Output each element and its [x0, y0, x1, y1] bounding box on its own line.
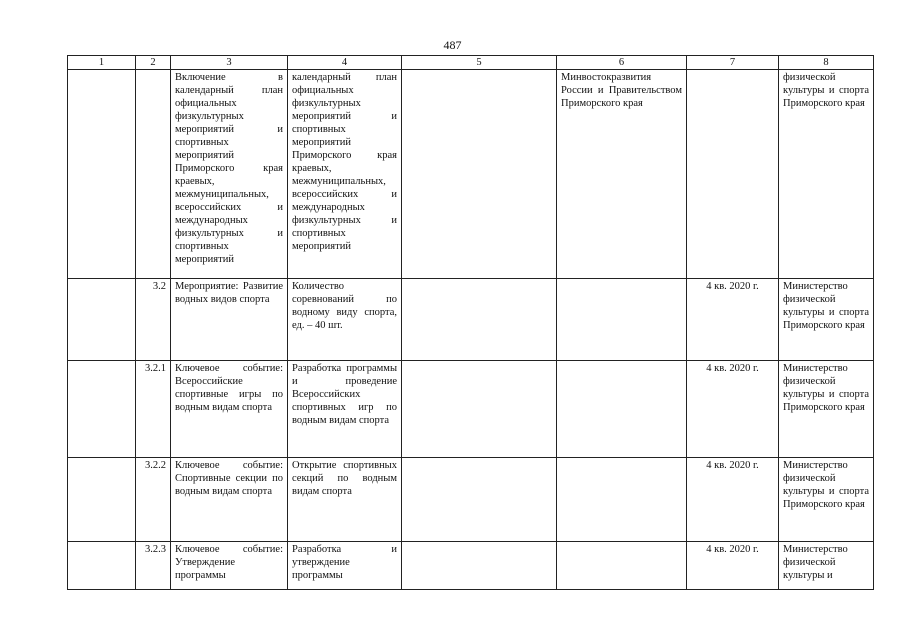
cell-empty	[68, 279, 136, 361]
column-number-row	[68, 56, 874, 70]
column-number: 2	[136, 56, 171, 70]
cell-empty	[68, 542, 136, 590]
cell-empty	[68, 361, 136, 458]
item-deadline	[687, 70, 779, 279]
column-number: 6	[557, 56, 687, 70]
item-responsible: Министерство физической культуры и	[779, 542, 874, 590]
item-title: Ключевое событие: Спортивные секции по водным видам спорта	[171, 458, 288, 542]
item-responsible: Министерство физической культуры и спорта Приморского края	[779, 279, 874, 361]
item-result: Разработка программы и проведение Всероссийских спортивных игр по водным видам спорта	[288, 361, 402, 458]
item-deadline: 4 кв. 2020 г.	[687, 361, 779, 458]
cell-empty	[68, 458, 136, 542]
item-col6	[557, 458, 687, 542]
item-col5	[402, 361, 557, 458]
item-col5	[402, 542, 557, 590]
item-title: Мероприятие: Развитие водных видов спорта	[171, 279, 288, 361]
item-col6	[557, 542, 687, 590]
page-number: 487	[443, 38, 462, 52]
item-col6	[557, 279, 687, 361]
item-title: Ключевое событие: Утверждение программы	[171, 542, 288, 590]
item-result: Открытие спортивных секций по водным видам спорта	[288, 458, 402, 542]
table-row	[68, 458, 874, 542]
item-title: Ключевое событие: Всероссийские спортивные игры по водным видам спорта	[171, 361, 288, 458]
item-deadline: 4 кв. 2020 г.	[687, 542, 779, 590]
column-number: 1	[68, 56, 136, 70]
item-result: Разработка и утверждение программы	[288, 542, 402, 590]
column-number: 5	[402, 56, 557, 70]
cell-empty	[68, 70, 136, 279]
column-number: 4	[288, 56, 402, 70]
item-responsible: физической культуры и спорта Приморского края	[779, 70, 874, 279]
column-number: 3	[171, 56, 288, 70]
item-number: 3.2.2	[136, 458, 171, 542]
column-number: 7	[687, 56, 779, 70]
plan-table	[67, 55, 874, 590]
item-title: Включение в календарный план официальных физкультурных мероприятий и спортивных мероприятий Приморского края краевых, межмуниципальных, всероссийских и международных физкультурных и спортивных мероприятий	[171, 70, 288, 279]
item-col5	[402, 70, 557, 279]
item-col6: Минвостокразвития России и Правительством Приморского края	[557, 70, 687, 279]
item-number: 3.2.1	[136, 361, 171, 458]
item-col6	[557, 361, 687, 458]
item-result: календарный план официальных физкультурных мероприятий и спортивных мероприятий Приморского края краевых, межмуниципальных, всероссийских и международных физкультурных и спортивных мероприятий	[288, 70, 402, 279]
item-responsible: Министерство физической культуры и спорта Приморского края	[779, 361, 874, 458]
table-row	[68, 542, 874, 590]
item-col5	[402, 458, 557, 542]
item-number: 3.2	[136, 279, 171, 361]
column-number: 8	[779, 56, 874, 70]
item-number: 3.2.3	[136, 542, 171, 590]
table-row	[68, 361, 874, 458]
item-deadline: 4 кв. 2020 г.	[687, 279, 779, 361]
item-number	[136, 70, 171, 279]
table-row	[68, 279, 874, 361]
item-col5	[402, 279, 557, 361]
table-row	[68, 70, 874, 279]
item-result: Количество соревнований по водному виду спорта, ед. – 40 шт.	[288, 279, 402, 361]
item-responsible: Министерство физической культуры и спорта Приморского края	[779, 458, 874, 542]
item-deadline: 4 кв. 2020 г.	[687, 458, 779, 542]
